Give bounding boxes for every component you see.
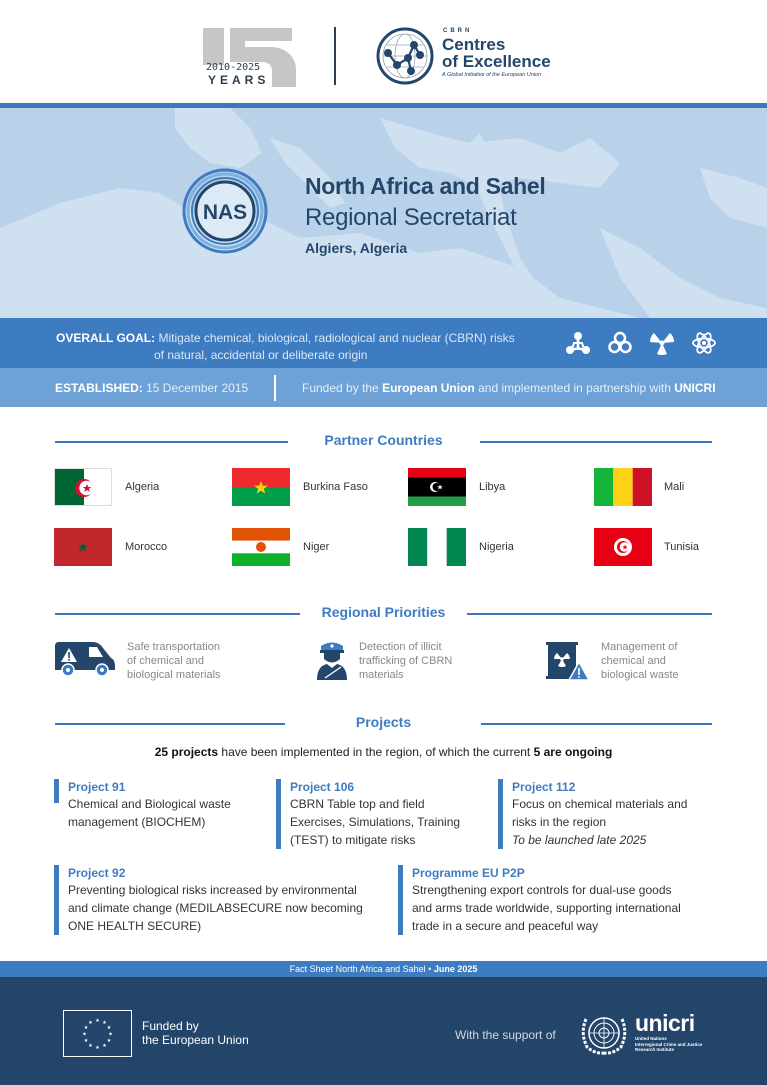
fact-sheet-date: June 2025	[433, 964, 478, 974]
projects-ongoing: 5 are ongoing	[533, 745, 613, 759]
svg-text:★: ★	[106, 1038, 112, 1044]
unicri-fullname	[635, 1036, 725, 1053]
partner-countries-header	[55, 432, 712, 452]
eu-funded-line1: Funded by	[142, 1019, 199, 1033]
mali-flag	[594, 468, 652, 506]
regional-priorities-title: Regional Priorities	[321, 604, 446, 620]
project-title: Project 112	[512, 780, 576, 794]
svg-text:NAS: NAS	[202, 201, 248, 224]
chemical-icon	[563, 328, 593, 358]
eu-funded-line2: the European Union	[142, 1033, 249, 1047]
support-text: With the support of	[455, 1028, 556, 1042]
svg-text:★: ★	[82, 1031, 87, 1038]
project-desc-line: trade in a secure and peaceful way	[412, 919, 599, 933]
anniversary-range: 2010-2025	[206, 62, 261, 73]
eu-flag-icon	[63, 1010, 132, 1057]
priority-line: biological materials	[127, 669, 221, 681]
established-text	[55, 381, 248, 395]
libya-flag	[408, 468, 466, 506]
svg-text:★: ★	[83, 1038, 89, 1044]
project-desc-line: (TEST) to mitigate risks	[290, 833, 416, 847]
project-desc-line: CBRN Table top and field	[290, 797, 425, 811]
svg-text:★: ★	[108, 1031, 113, 1038]
established-band	[0, 368, 767, 407]
project-desc-line: risks in the region	[512, 815, 607, 829]
page-header	[0, 0, 767, 103]
overall-goal-band	[0, 318, 767, 368]
svg-text:★: ★	[95, 1018, 100, 1024]
hero-subtitle: Regional Secretariat	[305, 204, 517, 231]
burkina-faso-flag	[232, 468, 290, 506]
funded-middle: and implemented in partnership with	[478, 381, 671, 395]
priority-line: of chemical and	[127, 655, 205, 667]
section-rule-right	[467, 613, 712, 615]
established-divider	[274, 375, 276, 401]
overall-goal-text	[56, 330, 546, 364]
svg-text:★: ★	[88, 1020, 93, 1026]
priority-line: chemical and	[601, 655, 666, 667]
country-tunisia	[594, 528, 700, 566]
regional-priorities-header	[55, 604, 712, 624]
project-card	[276, 779, 486, 849]
nas-badge	[182, 168, 268, 254]
anniversary-logo	[200, 25, 300, 87]
anniversary-label: YEARS	[208, 73, 270, 87]
globe-network-icon	[375, 27, 435, 85]
un-emblem-icon	[577, 1011, 631, 1055]
projects-summary	[0, 745, 767, 759]
country-burkina-faso	[232, 468, 368, 506]
radiation-icon	[647, 328, 677, 358]
priority-text	[359, 640, 452, 682]
cbrn-label: CBRN	[443, 28, 473, 34]
unicri-wordmark: unicri	[635, 1010, 695, 1036]
svg-text:★: ★	[106, 1025, 112, 1031]
projects-summary-text: have been implemented in the region, of which the current	[221, 745, 531, 759]
priority-detection-trafficking	[315, 640, 535, 690]
country-morocco	[54, 528, 168, 566]
svg-text:★: ★	[88, 1043, 93, 1049]
niger-flag	[232, 528, 290, 566]
morocco-flag	[54, 528, 112, 566]
projects-count: 25 projects	[154, 745, 219, 759]
nas-ring-icon	[182, 168, 268, 254]
van-warning-icon	[53, 640, 117, 678]
svg-text:★: ★	[102, 1020, 107, 1026]
project-card	[54, 779, 259, 829]
fact-sheet-label: Fact Sheet North Africa and Sahel •	[289, 964, 432, 974]
project-card	[54, 865, 389, 935]
country-name: Burkina Faso	[303, 481, 368, 493]
country-algeria	[54, 468, 160, 506]
org-name-line1: Centres	[442, 35, 506, 54]
waste-barrel-icon	[546, 640, 590, 682]
project-desc-line: and climate change (MEDILABSECURE now becoming	[68, 901, 363, 915]
established-label: ESTABLISHED:	[55, 381, 143, 395]
priority-line: Management of	[601, 641, 678, 653]
country-name: Mali	[664, 481, 685, 493]
cbrn-hazard-icons	[563, 328, 719, 358]
cbrn-coe-logo	[375, 25, 575, 85]
section-rule-right	[481, 723, 712, 725]
country-libya	[408, 468, 506, 506]
project-title: Project 92	[68, 866, 126, 880]
country-name: Tunisia	[664, 541, 700, 553]
funder-name: European Union	[382, 381, 475, 395]
country-name: Libya	[479, 481, 506, 493]
partner-name: UNICRI	[674, 381, 716, 395]
priority-line: Detection of illicit	[359, 641, 442, 653]
project-desc-line: management (BIOCHEM)	[68, 815, 206, 829]
unicri-sub-line: Interregional Crime and Justice	[635, 1041, 703, 1047]
project-card	[398, 865, 718, 935]
algeria-flag	[54, 468, 112, 506]
funded-prefix: Funded by the	[302, 381, 379, 395]
unicri-sub-line: Research Institute	[635, 1047, 675, 1052]
footer-strip	[0, 961, 767, 977]
country-name: Niger	[303, 541, 330, 553]
svg-text:★: ★	[83, 1025, 89, 1031]
project-title: Project 91	[68, 780, 126, 794]
eu-funded-text	[142, 1019, 249, 1047]
officer-icon	[315, 640, 349, 682]
project-card	[498, 779, 728, 849]
project-desc-line: Focus on chemical materials and	[512, 797, 688, 811]
country-niger	[232, 528, 330, 566]
project-desc-line: Strengthening export controls for dual-use goods	[412, 883, 672, 897]
project-desc-line: Chemical and Biological waste	[68, 797, 231, 811]
project-desc-line: ONE HEALTH SECURE)	[68, 919, 202, 933]
country-mali	[594, 468, 685, 506]
priority-safe-transport	[53, 640, 303, 690]
project-desc-line: Exercises, Simulations, Training	[290, 815, 461, 829]
tunisia-flag	[594, 528, 652, 566]
partner-countries-title: Partner Countries	[324, 432, 443, 448]
unicri-sub-line: United Nations	[635, 1036, 667, 1041]
biohazard-icon	[605, 328, 635, 358]
project-title: Programme EU P2P	[412, 866, 525, 880]
goal-line1: Mitigate chemical, biological, radiological and nuclear (CBRN) risks	[158, 331, 515, 345]
org-tagline: A Global Initiative of the European Union	[442, 72, 542, 78]
page-footer	[0, 977, 767, 1085]
svg-text:★: ★	[102, 1043, 107, 1049]
priority-waste-management	[546, 640, 746, 690]
priority-text	[601, 640, 679, 682]
project-desc-line: Preventing biological risks increased by environmental	[68, 883, 357, 897]
header-divider	[334, 27, 336, 85]
country-name: Nigeria	[479, 541, 514, 553]
goal-line2: of natural, accidental or deliberate origin	[154, 348, 368, 362]
established-date: 15 December 2015	[146, 381, 249, 395]
project-title: Project 106	[290, 780, 355, 794]
section-rule-right	[480, 441, 712, 443]
country-nigeria	[408, 528, 514, 566]
priority-line: biological waste	[601, 669, 679, 681]
svg-text:★: ★	[95, 1045, 100, 1051]
atom-icon	[689, 328, 719, 358]
priority-line: trafficking of CBRN	[359, 655, 453, 667]
hero-location: Algiers, Algeria	[305, 240, 408, 256]
project-status-note: To be launched late 2025	[512, 833, 647, 847]
country-name: Morocco	[125, 541, 168, 553]
funding-statement	[302, 381, 716, 395]
priority-text	[127, 640, 221, 682]
projects-title: Projects	[355, 714, 412, 730]
country-name: Algeria	[125, 481, 160, 493]
hero-title: North Africa and Sahel	[305, 173, 546, 199]
priority-line: materials	[359, 669, 404, 681]
nigeria-flag	[408, 528, 466, 566]
org-name-line2: of Excellence	[442, 52, 551, 71]
priority-line: Safe transportation	[127, 641, 220, 653]
project-desc-line: and arms trade worldwide, supporting international	[412, 901, 681, 915]
unicri-logo	[577, 1011, 722, 1055]
goal-label: OVERALL GOAL:	[56, 331, 156, 345]
projects-header	[55, 714, 712, 734]
